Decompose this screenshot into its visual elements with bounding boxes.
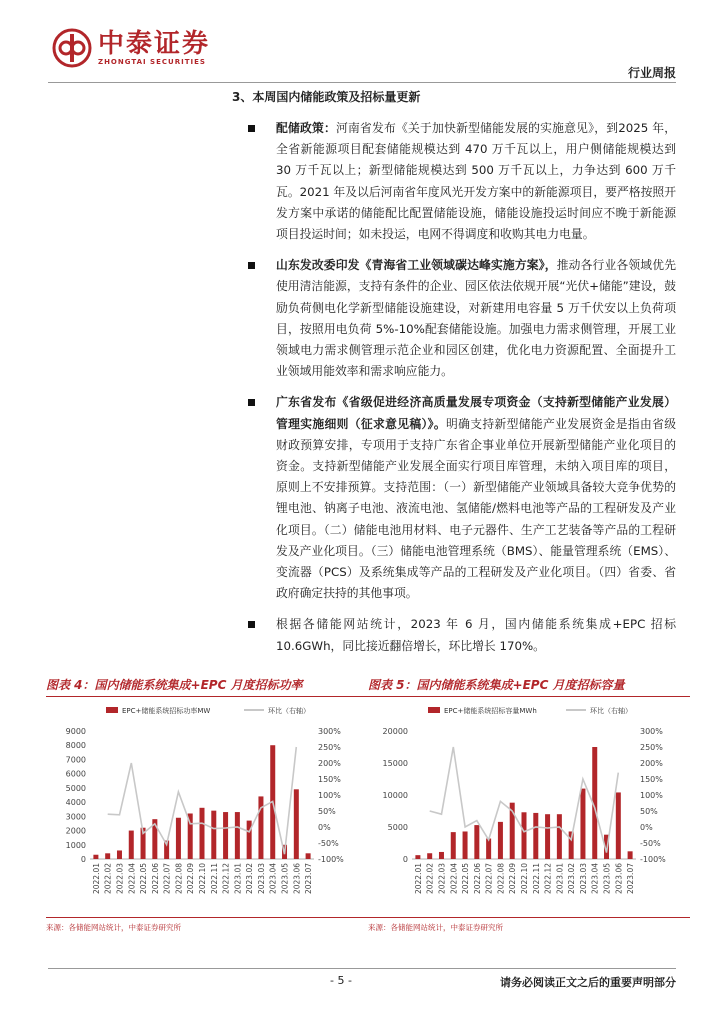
footer-divider [48,968,676,969]
y-right-tick: 200% [318,759,341,768]
bar [258,796,263,859]
chart-title: 图表 4：国内储能系统集成+EPC 月度招标功率 [46,676,368,697]
logo-emblem-icon [52,28,92,68]
chart-svg [368,697,690,915]
x-tick-label: 2023.01 [555,863,565,895]
y-right-tick: -50% [318,839,339,848]
x-tick-label: 2022.10 [198,863,207,895]
logo-cn-text: 中泰证券 [98,29,211,59]
x-tick-label: 2022.11 [209,863,219,895]
y-right-tick: 150% [640,775,663,784]
legend-bar-swatch [106,707,118,713]
logo-en-text: ZHONGTAI SECURITIES [98,58,206,66]
legend-line-label: 环比（右轴） [268,707,310,715]
x-tick-label: 2023.04 [590,863,600,895]
y-left-tick: 0 [80,855,86,864]
bullet-lead: 配储政策： [276,121,337,135]
y-right-tick: -100% [640,855,666,864]
x-tick-label: 2023.03 [578,863,588,895]
bullet-lead: 广东省发布《省级促进经济高质量发展专项资金（支持新型储能产业发展）管理实施细则（征求意见稿）》。 [276,395,676,431]
bar [439,852,444,859]
x-tick-label: 2022.08 [496,863,506,895]
bullet-list [248,118,676,667]
y-right-tick: 300% [318,727,341,736]
bullet-text: 明确支持新型储能产业发展资金是指由省级财政预算安排，专项用于支持广东省企事业单位开展新型储能产业化项目的资金。支持新型储能产业发展全面实行项目库管理，未纳入项目库的项目，原则上不安排预算。支持范围：（一）新型储能产业领域具备较大竞争优势的锂电池、钠离子电池、液流电池、氢储能/燃料电池等产品的工程研发及产业化项目。（二）储能电池用材料、电子元器件、生产工艺装备等产品的工程研发及产业化项目。（三）储能电池管理系统（BMS）、能量管理系统（EMS）、变流器（PCS）及系统集成等产品的工程研发及产业化项目。（四）省委、省政府确定扶持的其他事项。 [276,416,676,601]
bar [247,821,252,859]
x-tick-label: 2022.10 [520,863,529,895]
y-right-tick: -50% [640,839,661,848]
bar [200,808,205,859]
y-right-tick: 150% [318,775,341,784]
y-right-tick: 250% [318,743,341,752]
bar [557,814,562,859]
page-number: - 5 - [330,974,352,987]
y-left-tick: 2000 [65,826,86,836]
bar [427,853,432,859]
bar [235,812,240,859]
x-tick-label: 2023.02 [567,863,577,895]
legend-bar-swatch [428,707,440,713]
header-divider [48,82,676,83]
y-left-tick: 7000 [65,755,86,765]
bullet-square-icon [248,125,255,132]
bullet-text: 根据各储能网站统计，2023 年 6 月，国内储能系统集成+EPC 招标 10.6GWh，同比接近翻倍增长，环比增长 170%。 [276,617,676,653]
bullet-item [248,255,676,382]
x-tick-label: 2022.06 [150,863,160,895]
y-right-tick: 0% [640,823,653,832]
bar [105,853,110,859]
bar [415,855,420,859]
x-tick-label: 2022.06 [472,863,482,895]
x-tick-label: 2022.05 [461,863,471,895]
bar [129,831,134,859]
x-tick-label: 2023.01 [233,863,243,895]
x-tick-label: 2022.02 [103,863,113,895]
chart-4 [46,676,368,933]
x-tick-label: 2022.12 [221,863,231,895]
bullet-square-icon [248,399,255,406]
y-right-tick: 50% [640,807,658,816]
y-right-tick: 100% [318,791,341,800]
bar [294,789,299,859]
x-tick-label: 2023.06 [614,863,624,895]
bullet-item [248,614,676,656]
x-tick-label: 2022.09 [508,863,518,895]
bar [545,814,550,859]
bar [223,812,228,859]
bar [93,855,98,859]
y-right-tick: 300% [640,727,663,736]
y-right-tick: 0% [318,823,331,832]
bullet-text: 河南省发布《关于加快新型储能发展的实施意见》，到2025 年，全省新能源项目配套储能规模达到 470 万千瓦以上，用户侧储能规模达到 30 万千瓦以上；新型储能规模达到 500 万千瓦以上，力争达到 600 万千瓦。2021 年及以后河南省年度风光开发方案中的新能源项目，要严格按照开发方案中承诺的储能配比配置储能设施，储能设施投运时间应不晚于新能源项目投运时间；如未投运，电网不得调度和收购其电力电量。 [276,121,676,242]
legend-bar-label: EPC+储能系统招标容量MWh [444,707,537,715]
chart-title: 图表 5：国内储能系统集成+EPC 月度招标容量 [368,676,690,697]
footer-disclaimer: 请务必阅读正文之后的重要声明部分 [500,976,676,989]
x-tick-label: 2022.01 [413,863,423,895]
bullet-item [248,392,676,604]
y-left-tick: 10000 [382,791,408,800]
x-tick-label: 2022.07 [484,863,494,895]
legend-bar-label: EPC+储能系统招标功率MW [122,707,211,715]
x-tick-label: 2023.03 [256,863,266,895]
bullet-square-icon [248,262,255,269]
x-tick-label: 2022.03 [437,863,447,895]
y-right-tick: 50% [318,807,336,816]
x-tick-label: 2022.12 [543,863,553,895]
bar [451,832,456,859]
document-type: 行业周报 [627,66,676,80]
y-left-tick: 4000 [65,798,86,808]
x-tick-label: 2023.06 [292,863,302,895]
x-tick-label: 2023.05 [280,863,290,895]
y-left-tick: 3000 [65,812,86,822]
y-left-tick: 15000 [382,759,408,768]
bullet-item [248,118,676,245]
x-tick-label: 2022.02 [425,863,435,895]
company-logo [52,28,210,68]
chart-source: 来源：各储能网站统计，中泰证券研究所 [368,923,503,932]
bar [616,792,621,859]
bar [498,822,503,859]
bullet-text: 推动各行业各领域优先使用清洁能源，支持有条件的企业、园区依法依规开展“光伏+储能”建设，鼓励负荷侧电化学新型储能设施建设，对新建用电容量 5 万千伏安以上负荷项目，按照用电负荷 5%-10%配套储能设施。加强电力需求侧管理，开展工业领域电力需求侧管理示范企业和园区创建，优化电力资源配置、全面提升工业领域用能效率和需求响应能力。 [276,258,676,379]
bar [533,813,538,859]
x-tick-label: 2023.04 [268,863,278,895]
y-right-tick: 200% [640,759,663,768]
bullet-square-icon [248,621,255,628]
bar [580,789,585,859]
bar [486,839,491,859]
x-tick-label: 2022.04 [449,863,459,895]
y-left-tick: 5000 [387,823,408,832]
section-title: 3、本周国内储能政策及招标量更新 [232,90,421,104]
y-left-tick: 1000 [65,840,86,850]
bar [211,811,216,859]
y-left-tick: 5000 [65,783,86,793]
bullet-lead: 山东发改委印发《青海省工业领域碳达峰实施方案》， [276,258,557,273]
y-right-tick: 250% [640,743,663,752]
y-left-tick: 20000 [382,727,408,736]
chart-frame [46,697,368,918]
y-left-tick: 8000 [65,741,86,751]
x-tick-label: 2023.07 [304,863,314,895]
x-tick-label: 2022.05 [139,863,149,895]
bar [628,851,633,859]
y-left-tick: 9000 [65,727,86,736]
x-tick-label: 2022.11 [531,863,541,895]
x-tick-label: 2022.03 [115,863,125,895]
x-tick-label: 2023.02 [245,863,255,895]
bar [463,831,468,859]
bar [474,825,479,859]
bar [306,853,311,859]
x-tick-label: 2023.05 [602,863,612,895]
y-left-tick: 6000 [65,769,86,779]
x-tick-label: 2022.04 [127,863,137,895]
chart-source: 来源：各储能网站统计，中泰证券研究所 [46,923,181,932]
y-right-tick: 100% [640,791,663,800]
chart-svg [46,697,368,915]
chart-5 [368,676,690,933]
x-tick-label: 2023.07 [626,863,636,895]
bar [569,831,574,859]
x-tick-label: 2022.07 [162,863,172,895]
x-tick-label: 2022.01 [91,863,101,895]
legend-line-label: 环比（右轴） [590,707,632,715]
chart-frame [368,697,690,918]
y-left-tick: 0 [402,855,408,864]
x-tick-label: 2022.09 [186,863,196,895]
x-tick-label: 2022.08 [174,863,184,895]
bar [176,818,181,859]
bar [522,812,527,859]
bar [117,850,122,859]
y-right-tick: -100% [318,855,344,864]
